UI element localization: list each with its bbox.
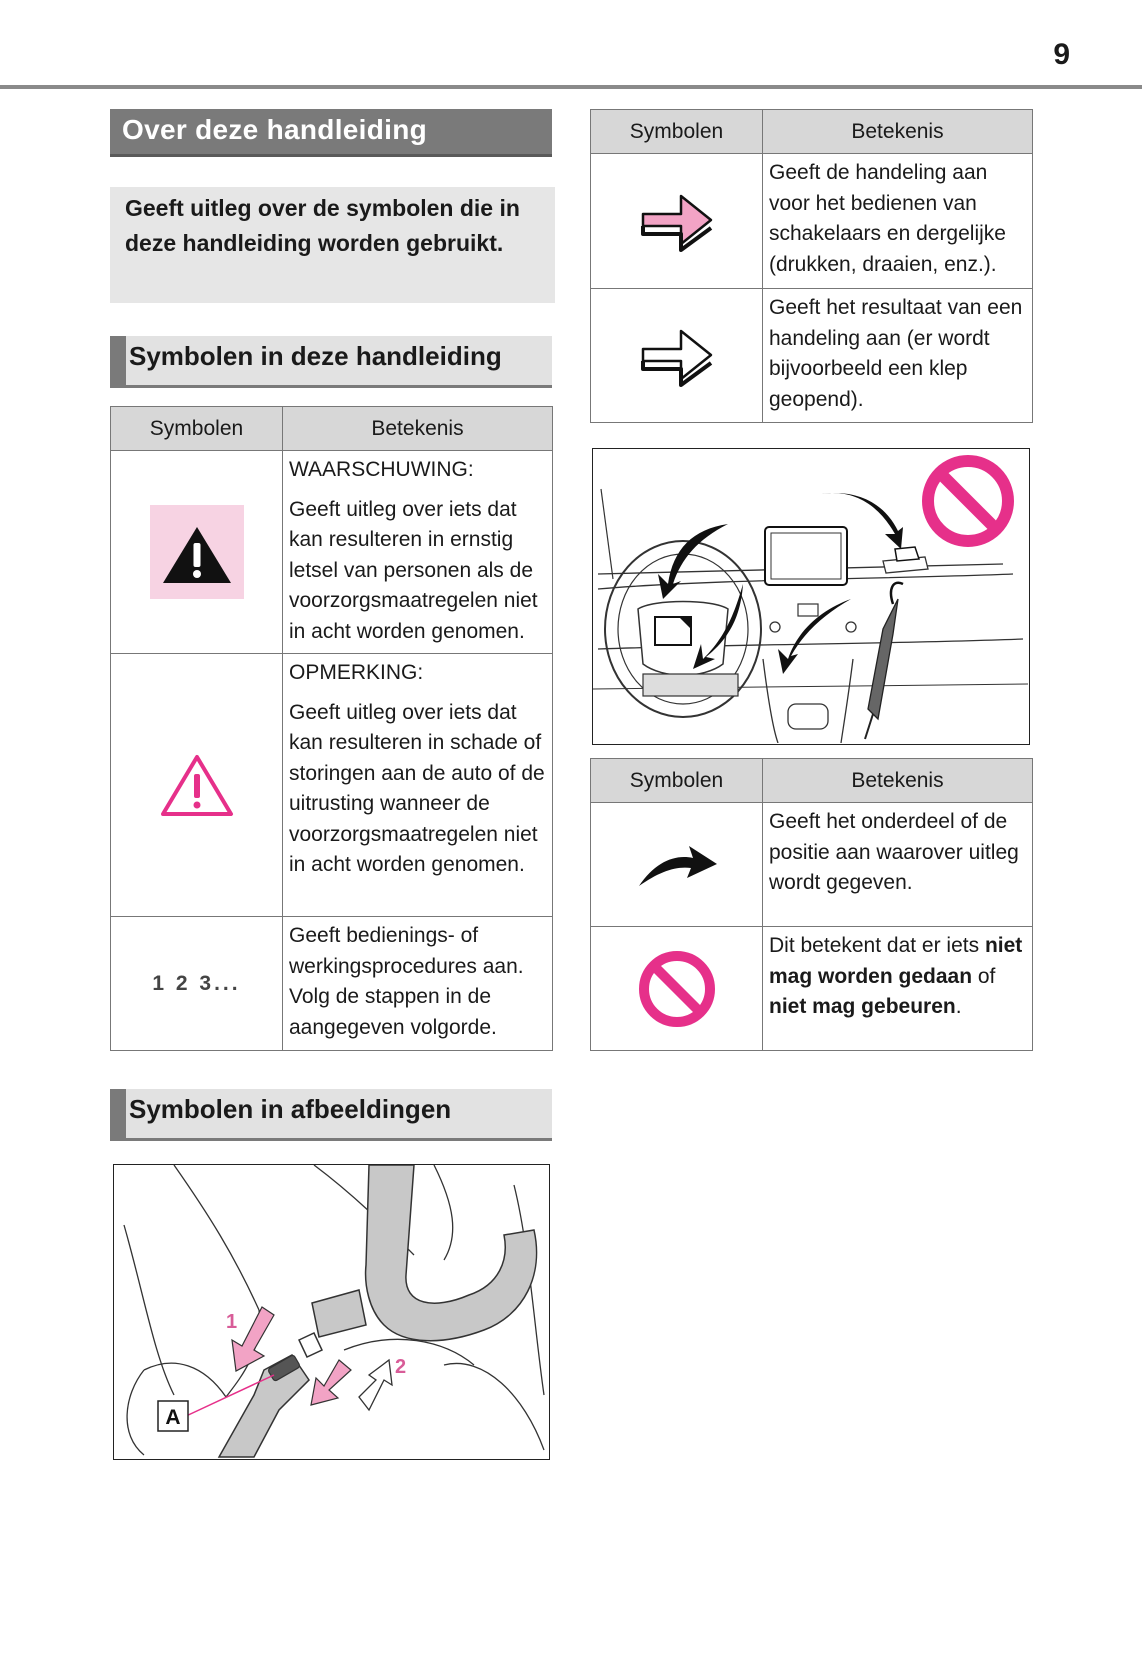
figure-label-1: 1 — [226, 1311, 238, 1333]
table-row — [591, 154, 1033, 289]
page-number: 9 — [1053, 38, 1070, 71]
notice-text: Geeft uitleg over iets dat kan resulteren in schade of storingen aan de auto of de uitrusting wanneer de voorzorgsmaatregelen niet in acht worden genomen. — [289, 700, 545, 876]
result-arrow-text: Geeft het resultaat van een handeling aan (er wordt bijvoorbeeld een klep geopend). — [769, 296, 1023, 411]
pink-action-arrow-icon — [637, 188, 717, 254]
curved-arrow-text: Geeft het onderdeel of de positie aan waarover uitleg wordt gegeven. — [769, 810, 1019, 894]
curved-black-arrow-icon — [635, 840, 719, 890]
col-header-meaning: Betekenis — [763, 110, 1033, 154]
symbols-table — [110, 406, 553, 1051]
col-header-meaning: Betekenis — [763, 759, 1033, 803]
table-row — [111, 451, 553, 654]
steps-icon: 1 2 3... — [152, 971, 241, 995]
dashboard-figure — [592, 448, 1030, 745]
col-header-symbols: Symbolen — [111, 407, 283, 451]
intro-text: Geeft uitleg over de symbolen die in deze handleiding worden gebruikt. — [125, 195, 520, 256]
top-divider — [0, 85, 1142, 89]
dashboard-illustration — [593, 449, 1028, 743]
section-header-images — [110, 1089, 552, 1141]
figure-label-a: A — [165, 1406, 181, 1429]
prohibition-text-mid: of — [972, 964, 996, 988]
section-header-symbols — [110, 336, 552, 388]
figure-symbols-table — [590, 758, 1033, 1051]
table-row — [591, 803, 1033, 927]
warning-label: WAARSCHUWING: — [289, 458, 474, 481]
section-header-main — [110, 109, 552, 157]
seatbelt-figure — [113, 1164, 550, 1460]
intro-box — [110, 187, 555, 303]
action-arrow-text: Geeft de handeling aan voor het bedienen van schakelaars en dergelijke (drukken, draaien, enz.). — [769, 161, 1006, 276]
warning-triangle-icon — [150, 505, 244, 599]
seatbelt-illustration — [114, 1165, 548, 1458]
steps-text: Geeft bedienings- of werkingsprocedures aan. Volg de stappen in de aangegeven volgorde. — [289, 924, 524, 1039]
col-header-symbols: Symbolen — [591, 110, 763, 154]
prohibition-text-bold-2: niet mag gebeuren — [769, 995, 956, 1018]
outline-result-arrow-icon — [637, 323, 717, 389]
action-symbols-table — [590, 109, 1033, 423]
notice-triangle-icon — [159, 752, 235, 818]
warning-text: Geeft uitleg over iets dat kan resulteren in ernstig letsel van personen als de voorzorgsmaatregelen niet in acht worden genomen. — [289, 497, 538, 643]
section-title-symbols: Symbolen in deze handleiding — [129, 341, 502, 371]
table-row — [111, 917, 553, 1051]
prohibition-icon — [637, 949, 717, 1029]
page-title: Over deze handleiding — [122, 114, 428, 145]
section-title-images: Symbolen in afbeeldingen — [129, 1094, 452, 1124]
prohibition-text-post: . — [955, 995, 962, 1018]
figure-label-2: 2 — [395, 1356, 407, 1378]
prohibition-text-pre: Dit betekent dat er iets — [769, 934, 985, 957]
table-row — [591, 927, 1033, 1051]
notice-label: OPMERKING: — [289, 661, 424, 684]
col-header-symbols: Symbolen — [591, 759, 763, 803]
table-row — [111, 654, 553, 917]
prohibition-text — [769, 931, 1026, 1023]
prohibition-text-bold-1: niet mag worden gedaan — [769, 934, 1023, 988]
table-row — [591, 289, 1033, 423]
col-header-meaning: Betekenis — [283, 407, 553, 451]
